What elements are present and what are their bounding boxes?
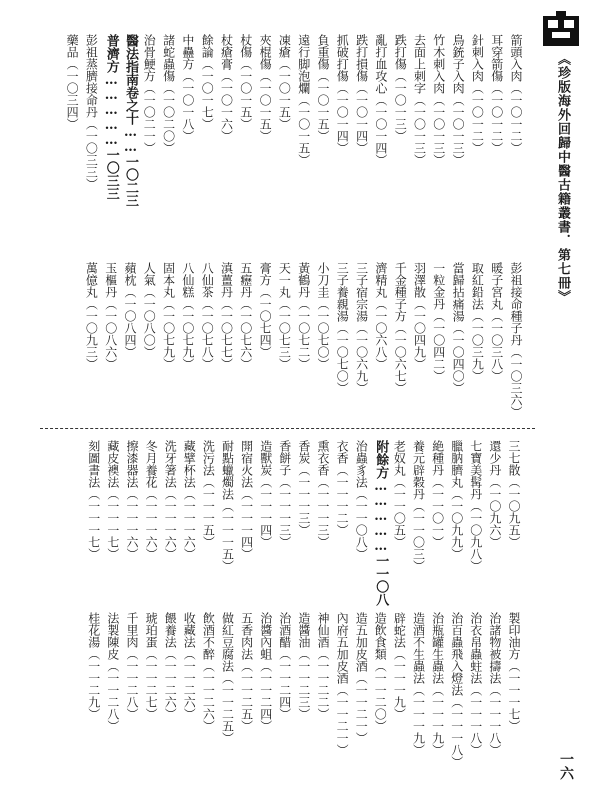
- toc-entry: 治蟲豸法（一一〇八）: [354, 440, 369, 560]
- toc-entry: 普濟方……………一〇三三: [103, 34, 119, 200]
- toc-entry: 千金種子方（一〇六七）: [393, 262, 408, 394]
- toc-entry: 餵養法（一一二六）: [163, 612, 178, 720]
- toc-entry: 洗牙箸法（一一一六）: [163, 440, 178, 560]
- toc-entry: 製印油方（一一一七）: [507, 612, 521, 732]
- toc-entry: 洗污法（一一一五）: [201, 440, 216, 548]
- toc-entry: 夾棍傷（一〇一五）: [258, 34, 273, 142]
- toc-entry: 抓破打傷（一〇一四）: [335, 34, 350, 154]
- toc-entry: 三七散（一〇九五）: [507, 440, 521, 548]
- toc-entry: 萬億丸（一〇九三）: [84, 262, 99, 370]
- toc-entry: 神仙酒（一一二二）: [316, 612, 330, 720]
- toc-entry: 箭頭入肉（一〇一二）: [509, 34, 523, 154]
- toc-entry: 五癧丹（一〇七六）: [238, 262, 253, 370]
- toc-entry: 膏方（一〇七四）: [258, 262, 273, 358]
- toc-entry: 藏擘杯法（一一一六）: [182, 440, 197, 560]
- toc-entry: 餘論（一〇一七）: [200, 34, 215, 130]
- toc-entry: 滇薑丹（一〇七七）: [219, 262, 234, 370]
- toc-entry: 耳穿箭傷（一〇一二）: [489, 34, 504, 154]
- toc-entry: 附餘方……………一一〇八: [373, 440, 389, 606]
- toc-entry: 一粒金丹（一〇四二）: [431, 262, 446, 382]
- toc-entry: 去面上刺字（一〇一三）: [412, 34, 427, 166]
- toc-entry: 內府五加皮酒（一一二一）: [335, 612, 350, 756]
- toc-entry: 固本丸（一〇七九）: [161, 262, 176, 370]
- toc-entry: 治百蟲飛入燈法（一一一八）: [449, 612, 464, 768]
- toc-entry: 小刀圭（一〇七〇）: [316, 262, 330, 370]
- toc-entry: 竹木刺入肉（一〇一三）: [431, 34, 446, 166]
- toc-entry: 冬月養花（一一一六）: [144, 440, 159, 560]
- toc-entry: 衣香（一一一二）: [335, 440, 350, 536]
- toc-entry: 桂花湯（一一二九）: [86, 612, 101, 720]
- toc-entry: 辟蛇法（一一一九）: [392, 612, 407, 720]
- toc-entry: 開宿火法（一一一四）: [239, 440, 254, 560]
- toc-entry: 藏皮襖法（一一一七）: [105, 440, 120, 560]
- toc-entry: 老奴丸（一一〇五）: [392, 440, 407, 548]
- toc-entry: 跌打傷（一〇一三）: [393, 34, 408, 142]
- toc-entry: 絶種丹（一一〇一）: [430, 440, 445, 548]
- toc-entry: 治酒醋（一一二四）: [277, 612, 292, 720]
- toc-entry: 治骨鯁方（一〇二一）: [142, 34, 157, 154]
- toc-entry: 造醬油（一一二三）: [296, 612, 311, 720]
- toc-entry: 三子宿宗湯（一〇六九）: [354, 262, 369, 394]
- toc-entry: 當歸拈痛湯（一〇四〇）: [451, 262, 466, 394]
- toc-entry: 造五加皮酒（一一二一）: [354, 612, 369, 744]
- toc-entry: 八仙茶（一〇七八）: [200, 262, 215, 370]
- toc-entry: 刻圖書法（一一一七）: [86, 440, 101, 560]
- toc-entry: 天一丸（一〇七三）: [277, 262, 292, 370]
- toc-entry: 還少丹（一〇九六）: [487, 440, 502, 548]
- toc-entry: 人氣（一〇八〇）: [142, 262, 157, 358]
- toc-entry: 治諸物被擣法（一一一八）: [487, 612, 502, 756]
- series-title: 《珍版海外回歸中醫古籍叢書．第七冊》: [555, 52, 570, 304]
- toc-entry: 彭祖接命種子丹（一〇三六）: [509, 262, 523, 418]
- toc-entry: 七寶美髯丹（一〇九八）: [468, 440, 483, 572]
- toc-entry: 遠行脚泡爛（一〇一五）: [296, 34, 311, 166]
- toc-entry: 羽澤散（一〇四九）: [412, 262, 427, 370]
- toc-entry: 跌打損傷（一〇一四）: [354, 34, 369, 154]
- toc-entry: 造飲食類（一一二〇）: [373, 612, 388, 732]
- toc-entry: 醫法指南卷之十……一〇二三: [123, 34, 138, 207]
- toc-entry: 琥珀蛋（一一二七）: [144, 612, 159, 720]
- toc-entry: 亂打血攻心（一〇一四）: [373, 34, 388, 166]
- toc-entry: 藥品（一〇三四）: [65, 34, 80, 130]
- toc-entry: 香餅子（一一一三）: [277, 440, 292, 548]
- toc-entry: 耐點蠟燭法（一一一五）: [220, 440, 235, 572]
- toc-entry: 中蠱方（一〇一八）: [180, 34, 195, 142]
- toc-entry: 香炭（一一一三）: [296, 440, 311, 536]
- toc-entry: 養元辟穀丹（一一〇三）: [411, 440, 426, 572]
- toc-entry: 鳥銃子入肉（一〇一三）: [451, 34, 466, 166]
- toc-entry: 治瓶罐生蟲法（一一一九）: [430, 612, 445, 756]
- toc-entry: 三子養親湯（一〇七〇）: [335, 262, 350, 394]
- toc-entry: 熏衣香（一一一三）: [316, 440, 330, 548]
- toc-entry: 擦漆器法（一一一六）: [125, 440, 139, 560]
- toc-entry: 造酒不生蟲法（一一一九）: [411, 612, 426, 756]
- page-number: 一六: [558, 752, 574, 780]
- publisher-seal-icon: [540, 10, 582, 50]
- toc-entry: 暖子宮丸（一〇三八）: [489, 262, 504, 382]
- toc-entry: 法製陳皮（一一二八）: [105, 612, 120, 732]
- toc-entry: 治醬內蛆（一一二四）: [258, 612, 273, 732]
- toc-entry: 治衣帛蟲蛀法（一一一八）: [468, 612, 483, 756]
- toc-entry: 針刺入肉（一〇一二）: [470, 34, 485, 154]
- toc-entry: 收藏法（一一二六）: [182, 612, 197, 720]
- toc-entry: 濟精丸（一〇六八）: [373, 262, 388, 370]
- toc-entry: 黃鶴丹（一〇七二）: [296, 262, 311, 370]
- toc-entry: 做紅豆腐法（一一二五）: [220, 612, 235, 744]
- toc-entry: 杖瘡膏（一〇一六）: [219, 34, 234, 142]
- toc-entry: 玉樞丹（一〇八六）: [103, 262, 118, 370]
- toc-entry: 八仙糕（一〇七九）: [180, 262, 195, 370]
- toc-entry: 杖傷（一〇一五）: [238, 34, 253, 130]
- toc-entry: 五香肉法（一一二五）: [239, 612, 254, 732]
- toc-entry: 取紅鉛法（一〇三九）: [470, 262, 485, 382]
- toc-entry: 造獸炭（一一一四）: [258, 440, 273, 548]
- toc-entry: 諸蛇蟲傷（一〇二〇）: [161, 34, 176, 154]
- toc-entry: 彭祖蒸臍接命丹（一〇三三）: [84, 34, 99, 190]
- toc-entry: 飲酒不醉（一一二六）: [201, 612, 216, 732]
- toc-entry: 負重傷（一〇一五）: [316, 34, 330, 142]
- toc-entry: 千里肉（一一二八）: [125, 612, 139, 720]
- toc-entry: 臘肭臍丸（一〇九九）: [449, 440, 464, 560]
- toc-entry: 凍瘡（一〇一五）: [277, 34, 292, 130]
- toc-entry: 蘋枕（一〇八四）: [123, 262, 137, 358]
- section-divider: [40, 428, 535, 429]
